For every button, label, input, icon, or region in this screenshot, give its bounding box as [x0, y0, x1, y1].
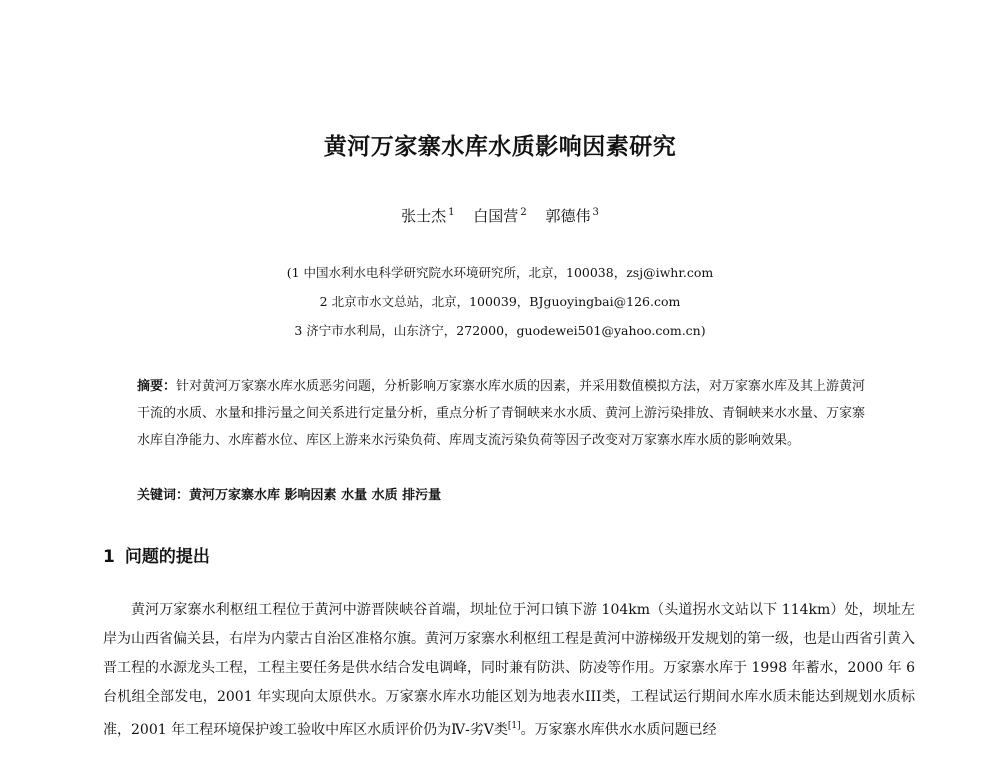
body-tail-text: 。万家寨水库供水水质问题已经 — [520, 722, 717, 738]
author-affil-mark: 1 — [448, 207, 455, 218]
author-name: 张士杰 — [401, 207, 447, 225]
author-affil-mark: 2 — [520, 207, 527, 218]
affiliation-1: (1 中国水利水电科学研究院水环境研究所，北京，100038，zsj@iwhr.com — [286, 265, 714, 280]
citation-ref[interactable]: [1] — [507, 721, 521, 731]
abstract-label: 摘要： — [137, 379, 177, 394]
author-list — [0, 205, 1000, 226]
author-1 — [401, 207, 454, 225]
section-heading — [103, 542, 210, 567]
body-main-text: 黄河万家寨水利枢纽工程位于黄河中游晋陕峡谷首端，坝址位于河口镇下游 104km（头道拐水文站以下 114km）处，坝址左岸为山西省偏关县，右岸为内蒙古自治区准格尔旗。黄河万家寨水利枢纽工程是黄河中游梯级开发规划的第一级，也是山西省引黄入晋工程的水源龙头工程，工程主要任务是供水结合发电调峰，同时兼有防洪、防凌等作用。万家寨水库于 1998 年蓄水，2000 年 6 台机组全部发电，2001 年实现向太原供水。万家寨水库水功能区划为地表水III类，工程试运行期间水库水质未能达到规划水质标准，2001 年工程环境保护竣工验收中库区水质评价仍为Ⅳ-劣Ⅴ类 — [103, 602, 915, 738]
affiliation-3: 3 济宁市水利局，山东济宁，272000，guodewei501@yahoo.com.cn) — [294, 323, 706, 338]
body-paragraph — [103, 596, 915, 745]
paper-title: 黄河万家寨水库水质影响因素研究 — [323, 134, 677, 160]
keywords-label: 关键词： — [137, 488, 190, 503]
author-affil-mark: 3 — [592, 207, 599, 218]
author-name: 白国营 — [473, 207, 519, 225]
keywords-text: 黄河万家寨水库 影响因素 水量 水质 排污量 — [189, 488, 442, 503]
author-3 — [545, 207, 598, 225]
author-2 — [473, 207, 526, 225]
abstract — [137, 373, 877, 454]
affiliation-2: 2 北京市水文总站，北京，100039，BJguoyingbai@126.com — [319, 294, 681, 309]
section-number: 1 — [103, 547, 115, 567]
author-name: 郭德伟 — [545, 207, 591, 225]
keywords — [137, 484, 441, 503]
abstract-text: 针对黄河万家寨水库水质恶劣问题，分析影响万家寨水库水质的因素，并采用数值模拟方法，对万家寨水库及其上游黄河干流的水质、水量和排污量之间关系进行定量分析，重点分析了青铜峡来水水质、黄河上游污染排放、青铜峡来水水量、万家寨水库自净能力、水库蓄水位、库区上游来水污染负荷、库周支流污染负荷等因子改变对万家寨水库水质的影响效果。 — [137, 379, 866, 448]
section-title: 问题的提出 — [124, 547, 210, 567]
